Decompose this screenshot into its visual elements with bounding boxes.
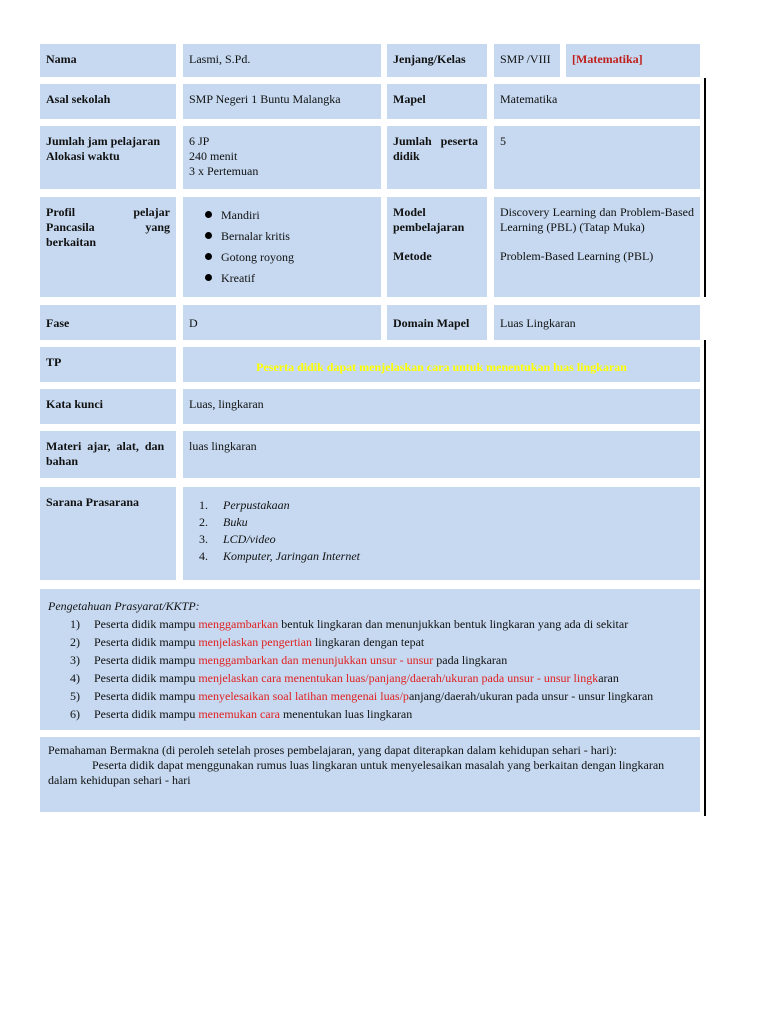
pemahaman-heading: Pemahaman Bermakna (di peroleh setelah proses pembelajaran, yang dapat diterapkan dalam kehidupan sehari - hari): [48, 743, 617, 757]
domain-label: Domain Mapel [387, 305, 487, 340]
mapel-value: Matematika [494, 84, 700, 119]
model-value-text: Discovery Learning dan Problem-Based Learning (PBL) (Tatap Muka) [500, 205, 694, 234]
kata-kunci-value: Luas, lingkaran [183, 389, 700, 424]
nama-value: Lasmi, S.Pd. [183, 44, 381, 77]
materi-label [40, 431, 176, 478]
prasyarat-item: 4) Peserta didik mampu menjelaskan cara menentukan luas/panjang/daerah/ukuran pada unsur - unsur lingkaran [70, 671, 619, 685]
materi-label-line-1: Materi ajar, alat, dan [46, 439, 165, 453]
profil-label-a: Profil [46, 205, 76, 219]
domain-value: Luas Lingkaran [494, 305, 700, 340]
prasyarat-item: 1) Peserta didik mampu menggambarkan bentuk lingkaran dan menunjukkan bentuk lingkaran yang ada di sekitar [70, 617, 629, 631]
pemahaman-line-1: Peserta didik dapat menggunakan rumus luas lingkaran untuk menyelesaikan masalah yang berkaitan dengan lingkaran [92, 758, 665, 772]
peserta-label-line-1: Jumlah peserta [393, 134, 478, 148]
sarana-label: Sarana Prasarana [40, 487, 176, 580]
mapel-label: Mapel [387, 84, 487, 119]
metode-value: Problem-Based Learning (PBL) [500, 249, 654, 263]
profil-list [183, 197, 381, 297]
peserta-label-line-2: didik [393, 149, 420, 163]
tp-value: Peserta didik dapat menjelaskan cara untuk menentukan luas lingkaran [183, 347, 700, 382]
profil-item: Bernalar kritis [189, 226, 375, 247]
sarana-item: 4. Komputer, Jaringan Internet [199, 549, 360, 563]
prasyarat-item: 6) Peserta didik mampu menemukan cara menentukan luas lingkaran [70, 707, 413, 721]
peserta-value: 5 [494, 126, 700, 189]
profil-label-b: pelajar [133, 205, 170, 219]
model-value [494, 197, 700, 297]
fase-value: D [183, 305, 381, 340]
jam-value-jp: 6 JP [189, 134, 210, 148]
subject-tag: [Matematika] [566, 44, 700, 77]
sarana-item: 1. Perpustakaan [199, 498, 290, 512]
profil-item: Kreatif [189, 268, 375, 289]
profil-item: Gotong royong [189, 247, 375, 268]
pemahaman-block [40, 737, 700, 812]
profil-label-d: yang [145, 220, 170, 234]
prasyarat-item: 5) Peserta didik mampu menyelesaikan soal latihan mengenai luas/panjang/daerah/ukuran pada unsur - unsur lingkaran [70, 689, 654, 703]
nama-label: Nama [40, 44, 176, 77]
pemahaman-line-2: dalam kehidupan sehari - hari [48, 773, 191, 787]
model-label-line-1: Model [393, 205, 426, 219]
kata-kunci-label: Kata kunci [40, 389, 176, 424]
prasyarat-heading: Pengetahuan Prasyarat/KKTP: [48, 599, 200, 613]
model-label [387, 197, 487, 297]
profil-item: Mandiri [189, 205, 375, 226]
peserta-label [387, 126, 487, 189]
jam-label [40, 126, 176, 189]
jam-label-line-2: Alokasi waktu [46, 149, 120, 163]
jam-value [183, 126, 381, 189]
sarana-item: 3. LCD/video [199, 532, 276, 546]
prasyarat-block [40, 589, 700, 730]
right-rule-top [704, 78, 706, 297]
materi-value: luas lingkaran [183, 431, 700, 478]
fase-label: Fase [40, 305, 176, 340]
jam-value-menit: 240 menit [189, 149, 238, 163]
profil-label [40, 197, 176, 297]
asal-value: SMP Negeri 1 Buntu Malangka [183, 84, 381, 119]
prasyarat-item: 3) Peserta didik mampu menggambarkan dan menunjukkan unsur - unsur pada lingkaran [70, 653, 508, 667]
asal-label: Asal sekolah [40, 84, 176, 119]
right-rule-bottom [704, 340, 706, 816]
tp-label: TP [40, 347, 176, 382]
jam-value-pertemuan: 3 x Pertemuan [189, 164, 259, 178]
materi-label-line-2: bahan [46, 454, 79, 468]
profil-label-c: Pancasila [46, 220, 95, 234]
jenjang-label: Jenjang/Kelas [387, 44, 487, 77]
prasyarat-item: 2) Peserta didik mampu menjelaskan pengertian lingkaran dengan tepat [70, 635, 425, 649]
metode-label: Metode [393, 249, 432, 263]
sarana-list [183, 487, 700, 580]
model-label-line-2: pembelajaran [393, 220, 465, 234]
sarana-item: 2. Buku [199, 515, 248, 529]
jenjang-value: SMP /VIII [494, 44, 560, 77]
jam-label-line-1: Jumlah jam pelajaran [46, 134, 160, 148]
profil-label-e: berkaitan [46, 235, 97, 249]
